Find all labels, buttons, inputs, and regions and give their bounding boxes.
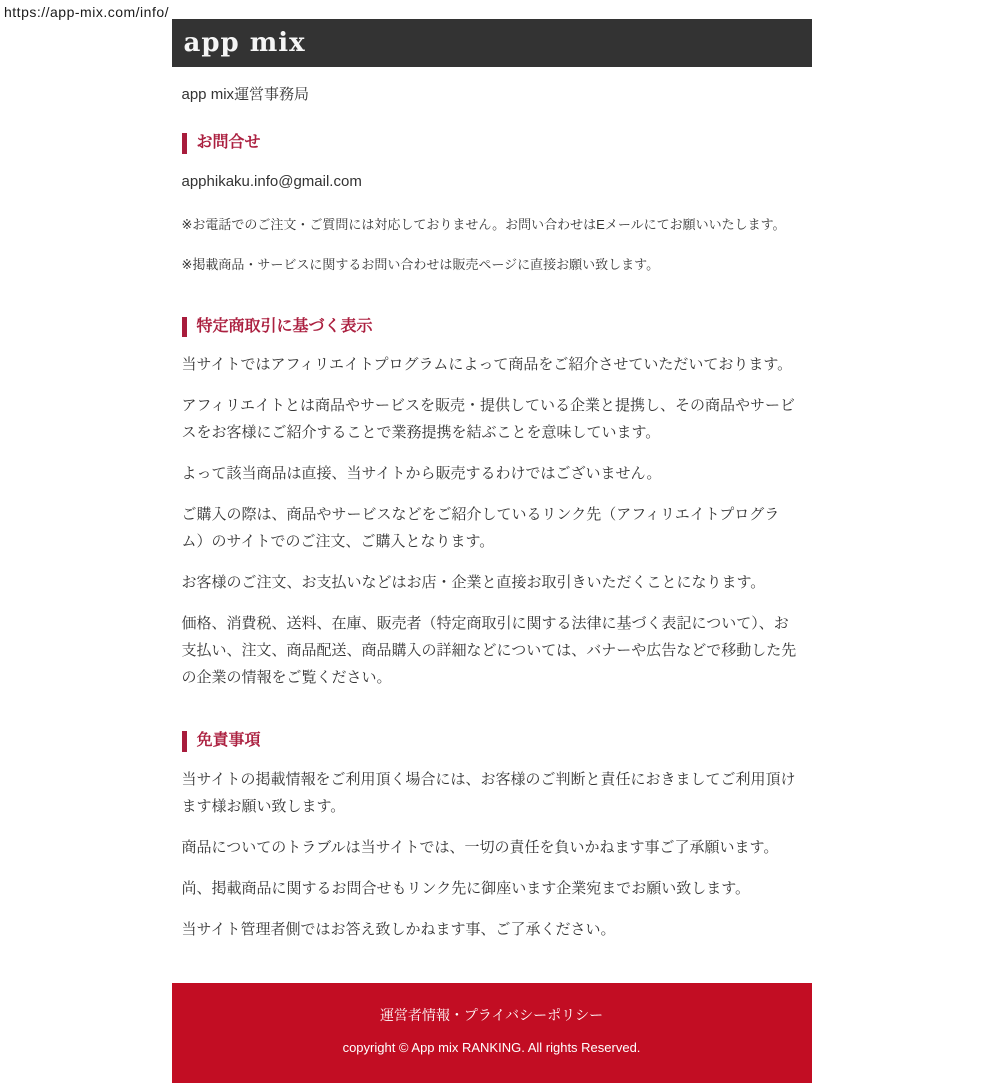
site-footer (172, 983, 812, 1083)
disclaimer-heading: 免責事項 (182, 731, 802, 752)
operator-name: app mix運営事務局 (181, 86, 310, 103)
site-header (172, 19, 812, 67)
disclaimer-paragraph: 当サイトの掲載情報をご利用頂く場合には、お客様のご判断と責任におきましてご利用頂けます様お願い致します。 (181, 771, 796, 816)
tokutei-paragraph: ご購入の際は、商品やサービスなどをご紹介しているリンク先（アフィリエイトプログラム）のサイトでのご注文、ご購入となります。 (181, 506, 780, 551)
footer-privacy-policy-link[interactable]: 運営者情報・プライバシーポリシー (379, 1007, 604, 1024)
tokutei-paragraph: 価格、消費税、送料、在庫、販売者（特定商取引に関する法律に基づく表記について）、お支払い、注文、商品配送、商品購入の詳細などについては、バナーや広告などで移動した先の企業の情報をご覧ください。 (181, 615, 797, 687)
contact-note-phone: ※お電話でのご注文・ご質問には対応しておりません。お問い合わせはEメールにてお願いいたします。 (181, 216, 786, 232)
contact-email: apphikaku.info@gmail.com (181, 172, 362, 190)
tokutei-paragraph: よって該当商品は直接、当サイトから販売するわけではございません。 (181, 465, 662, 483)
contact-note-products: ※掲載商品・サービスに関するお問い合わせは販売ページに直接お願い致します。 (181, 257, 660, 273)
tokutei-paragraph: 当サイトではアフィリエイトプログラムによって商品をご紹介させていただいております。 (181, 356, 793, 374)
contact-heading: お問合せ (182, 133, 802, 154)
disclaimer-paragraph: 商品についてのトラブルは当サイトでは、一切の責任を負いかねます事ご了承願います。 (181, 839, 779, 857)
tokutei-paragraph: アフィリエイトとは商品やサービスを販売・提供している企業と提携し、その商品やサービスをお客様にご紹介することで業務提携を結ぶことを意味しています。 (181, 397, 796, 442)
footer-copyright: copyright © App mix RANKING. All rights Reserved. (342, 1040, 641, 1056)
disclaimer-paragraph: 尚、掲載商品に関するお問合せもリンク先に御座います企業宛までお願い致します。 (181, 880, 751, 898)
site-title-link[interactable]: app mix (183, 28, 306, 58)
tokutei-paragraph: お客様のご注文、お支払いなどはお店・企業と直接お取引きいただくことになります。 (181, 574, 766, 592)
page-url: https://app-mix.com/info/ (4, 4, 170, 20)
disclaimer-paragraph: 当サイト管理者側ではお答え致しかねます事、ご了承ください。 (181, 921, 616, 939)
page-content (172, 81, 812, 943)
main-container (172, 19, 812, 1083)
tokutei-heading: 特定商取引に基づく表示 (182, 317, 802, 338)
